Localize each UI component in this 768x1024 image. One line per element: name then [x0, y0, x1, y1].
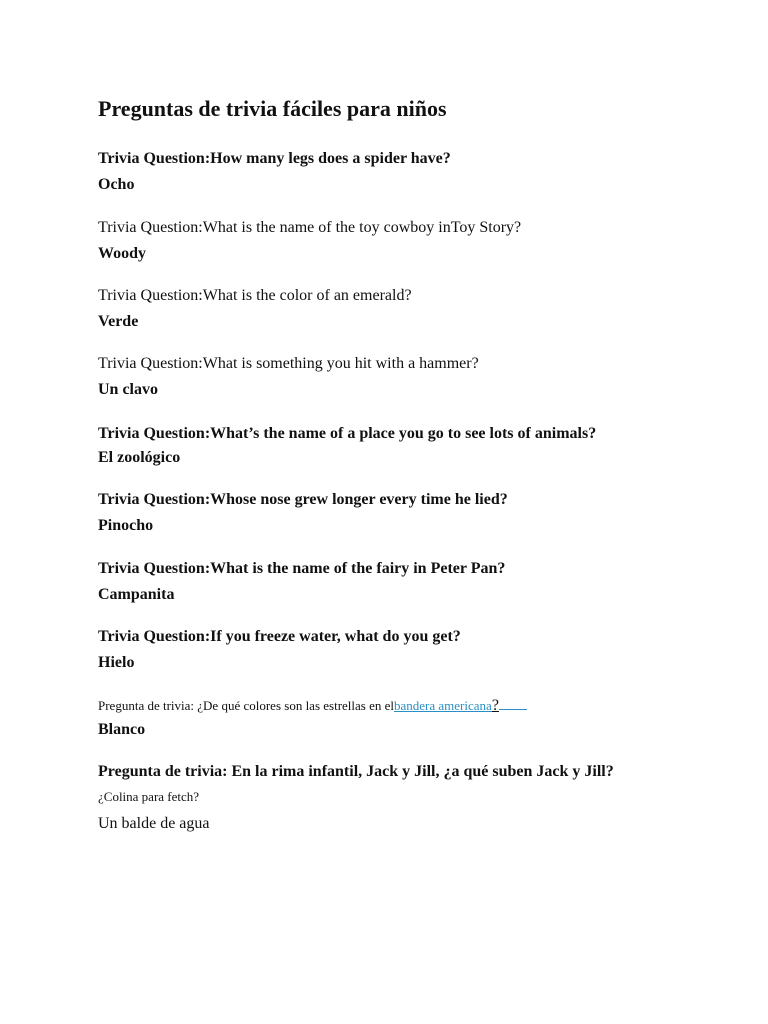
answer-4: Un clavo	[98, 381, 158, 398]
page-title: Preguntas de trivia fáciles para niños	[98, 96, 447, 121]
question-6: Trivia Question:Whose nose grew longer every time he lied?	[98, 491, 508, 508]
flag-question	[98, 698, 527, 714]
answer-5: El zoológico	[98, 449, 181, 466]
question-1: Trivia Question:How many legs does a spider have?	[98, 150, 451, 167]
flag-question-mark: ?	[491, 697, 499, 714]
answer-9: Blanco	[98, 721, 146, 738]
answer-2: Woody	[98, 245, 147, 262]
question-3: Trivia Question:What is the color of an emerald?	[98, 287, 412, 304]
question-8: Trivia Question:If you freeze water, what do you get?	[98, 628, 461, 645]
question-10: Pregunta de trivia: En la rima infantil, Jack y Jill, ¿a qué suben Jack y Jill?	[98, 763, 614, 780]
answer-7: Campanita	[98, 586, 175, 603]
question-4: Trivia Question:What is something you hit with a hammer?	[98, 355, 479, 372]
question-10-sub: ¿Colina para fetch?	[98, 789, 200, 804]
answer-3: Verde	[98, 313, 139, 330]
answer-6: Pinocho	[98, 517, 154, 534]
question-5: Trivia Question:What’s the name of a place you go to see lots of animals?	[98, 425, 597, 442]
american-flag-link[interactable]: bandera americana	[394, 698, 492, 713]
flag-question-text: Pregunta de trivia: ¿De qué colores son las estrellas en el	[98, 698, 395, 713]
question-7: Trivia Question:What is the name of the fairy in Peter Pan?	[98, 560, 506, 577]
question-2: Trivia Question:What is the name of the toy cowboy inToy Story?	[98, 219, 522, 236]
answer-10: Un balde de agua	[98, 815, 210, 832]
answer-8: Hielo	[98, 654, 135, 671]
link-underline-trail	[499, 708, 527, 710]
answer-1: Ocho	[98, 176, 135, 193]
